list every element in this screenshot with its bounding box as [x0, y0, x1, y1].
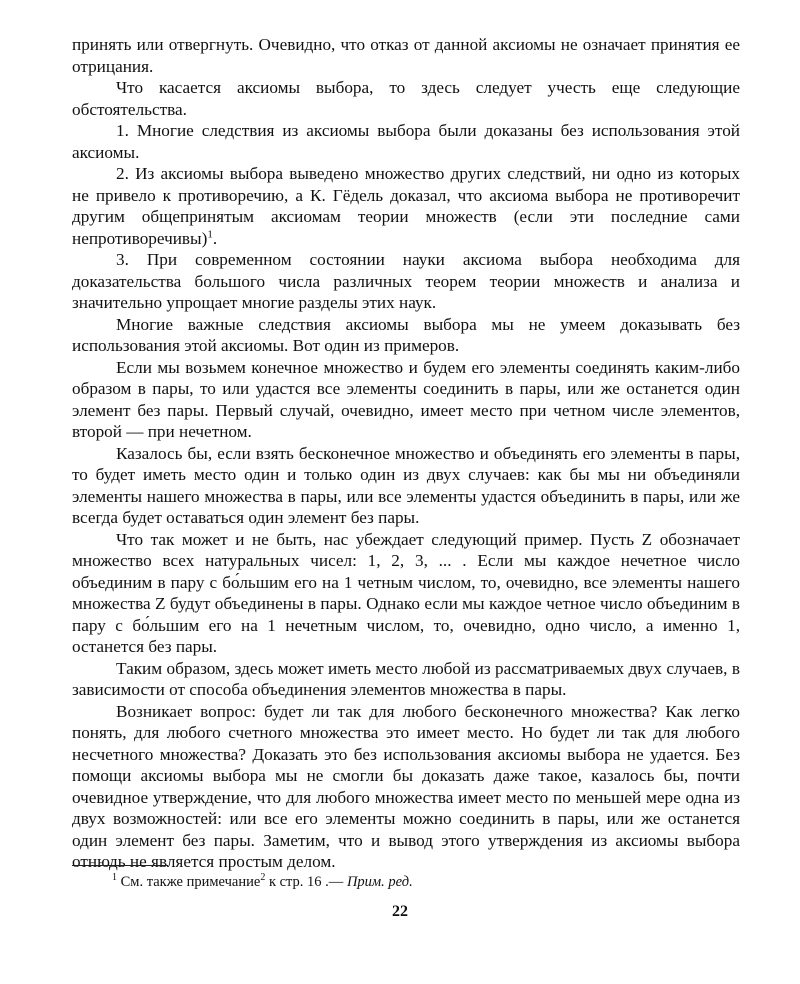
paragraph-text: 2. Из аксиомы выбора выведено множество других следствий, ни одно из которых не привело к противоречию, а К. Гёдель доказал, что аксиома выбора не противоречит другим общепринятым аксиомам теории множеств (если эти последние сами непротиворечивы)	[72, 164, 740, 248]
footnote	[112, 872, 413, 892]
editor-note: Прим. ред.	[346, 874, 413, 890]
paragraph: Таким образом, здесь может иметь место любой из рассматриваемых двух случаев, в зависимости от способа объединения элементов множества в пары.	[72, 658, 740, 699]
paragraph-list-item-3: 3. При современном состоянии науки аксиома выбора необходима для доказательства большого числа различных теорем теории множеств и анализа и значительно упрощает многие разделы этих наук.	[72, 250, 740, 312]
footnote-divider	[72, 865, 168, 866]
paragraph-continuation: принять или отвергнуть. Очевидно, что отказ от данной аксиомы не означает принятия ее отрицания.	[72, 35, 740, 76]
footnote-number: 1	[112, 872, 117, 884]
paragraph: Казалось бы, если взять бесконечное множество и объединять его элементы в пары, то будет иметь место один и только один из двух случаев: как бы мы ни объединяли элементы нашего множества в пары, или все элементы удастся объединить в пары, или же всегда будет оставаться один элемент без пары.	[72, 443, 740, 527]
paragraph: Если мы возьмем конечное множество и будем его элементы соединять каким-либо образом в пары, то или удастся все элементы соединить в пары, или же останется один элемент без пары. Первый случай, очевидно, имеет место при четном числе элементов, второй — при нечетном.	[72, 357, 740, 441]
paragraph-list-item-2: 2. Из аксиомы выбора выведено множество других следствий, ни одно из которых не привело к противоречию, а К. Гёдель доказал, что аксиома выбора не противоречит другим общепринятым аксиомам теории множеств (если эти последние сами непротиворечивы)$^1$.	[72, 164, 740, 248]
footnote-text-continued: к стр. 16 .—	[265, 874, 347, 890]
paragraph: Возникает вопрос: будет ли так для любого бесконечного множества? Как легко понять, для любого счетного множества это имеет место. Но будет ли так для любого несчетного множества? Доказать это без использования аксиомы выбора не удается. Без помощи аксиомы выбора мы не смогли бы доказать даже такое, казалось бы, почти очевидное утверждение, что для любого множества имеет место по меньшей мере одна из двух возможностей: или все его элементы можно соединить в пары, или же останется один элемент без пары. Заметим, что и вывод этого утверждения из аксиомы выбора отнюдь не является простым делом.	[72, 701, 740, 871]
paragraph: Многие важные следствия аксиомы выбора мы не умеем доказывать без использования этой аксиомы. Вот один из примеров.	[72, 314, 740, 355]
footnote-marker: 1	[207, 227, 213, 240]
footnote-reference: 2	[260, 872, 266, 884]
page-number: 22	[392, 903, 408, 920]
paragraph: Что так может и не быть, нас убеждает следующий пример. Пусть Z обозначает множество всех натуральных чисел: 1, 2, 3, ... . Если мы каждое нечетное число объединим в пару с бо́льшим его на 1 четным числом, то, очевидно, все элементы нашего множества Z будут объединены в пары. Однако если мы каждое четное число объединим в пару с бо́льшим его на 1 нечетным числом, то, очевидно, одно число, а именно 1, останется без пары.	[72, 529, 740, 656]
footnote-text: См. также примечание	[117, 874, 261, 890]
main-text	[72, 34, 740, 873]
paragraph-list-item-1: 1. Многие следствия из аксиомы выбора были доказаны без использования этой аксиомы.	[72, 121, 740, 162]
paragraph: Что касается аксиомы выбора, то здесь следует учесть еще следующие обстоятельства.	[72, 78, 740, 119]
